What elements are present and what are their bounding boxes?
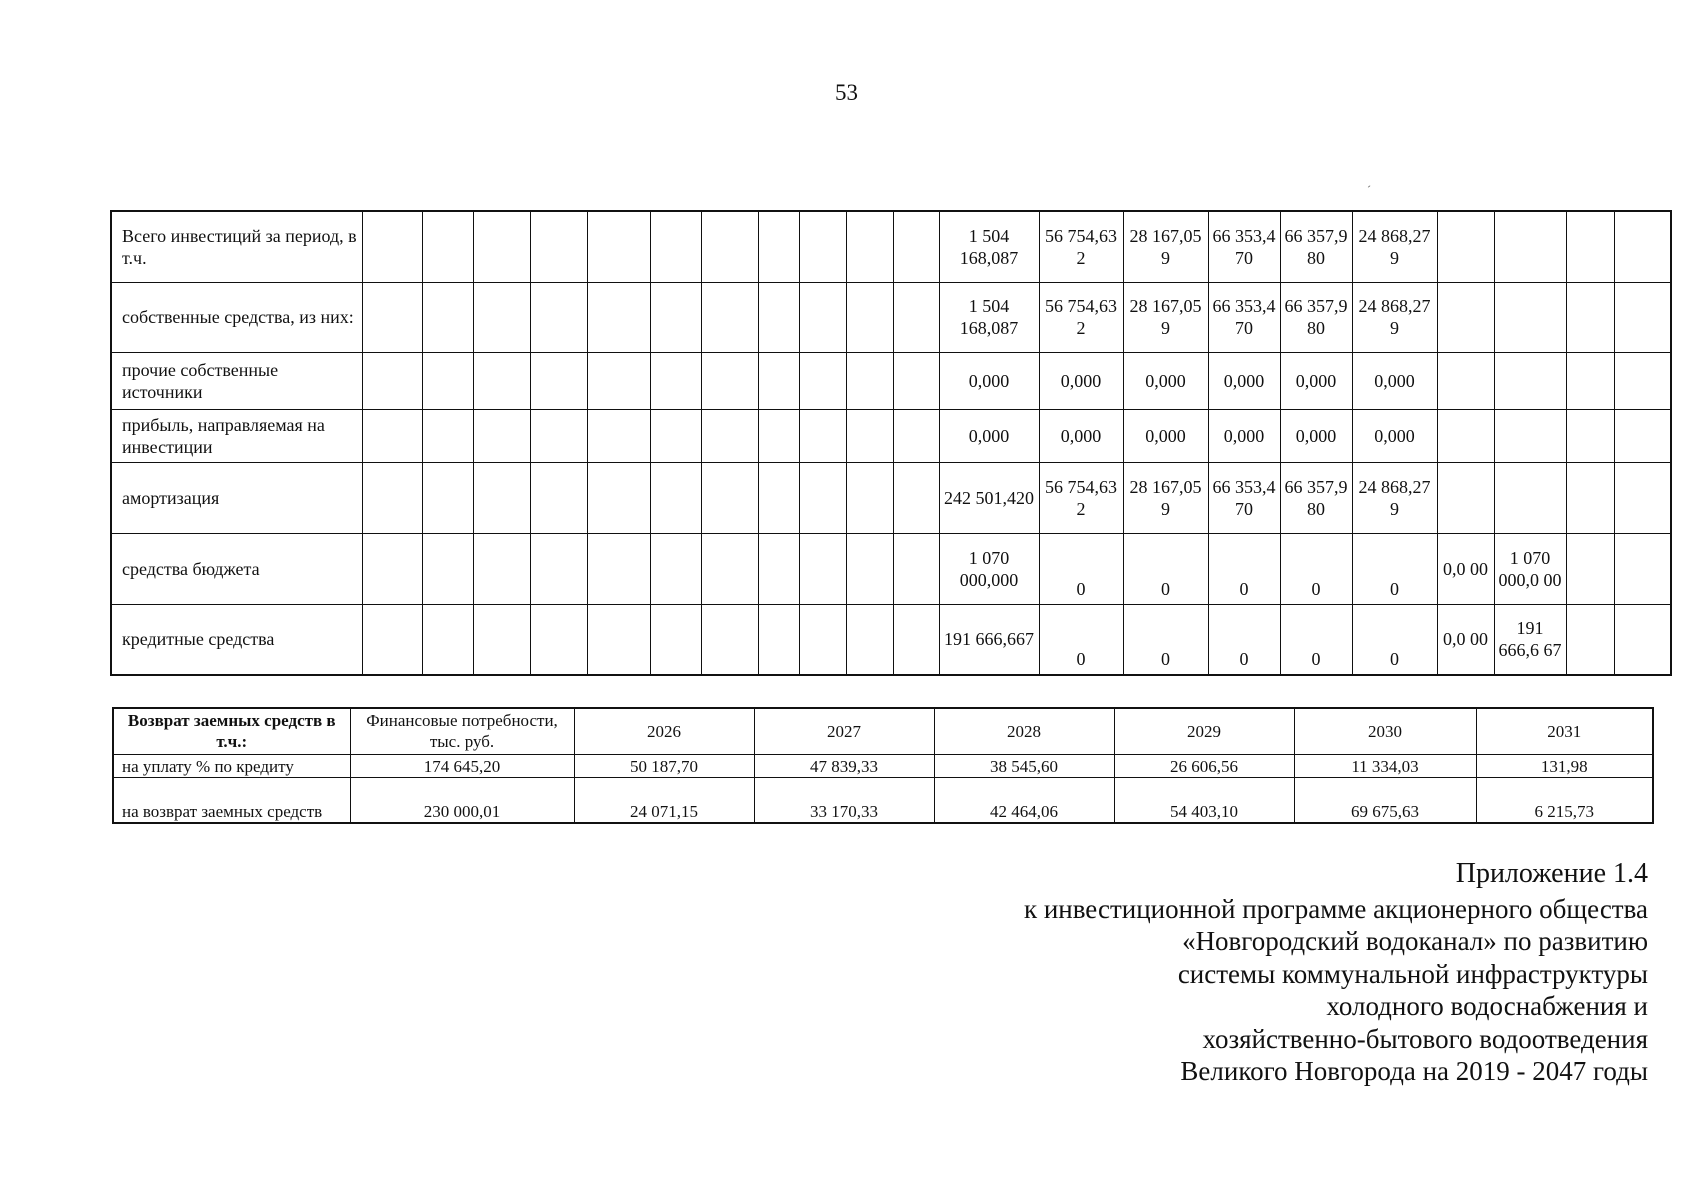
- loan-header-row: [113, 708, 1653, 754]
- empty-cell: [846, 282, 893, 352]
- year-2027: 2027: [754, 708, 934, 754]
- empty-cell: [422, 462, 473, 533]
- empty-cell: [473, 462, 530, 533]
- year-2029: 2029: [1114, 708, 1294, 754]
- investment-extra-cell: [1494, 462, 1566, 533]
- empty-cell: [799, 352, 846, 409]
- empty-cell: [893, 211, 939, 282]
- investment-total-cell: 0,000: [939, 352, 1039, 409]
- empty-cell: [701, 282, 758, 352]
- empty-cell: [799, 409, 846, 462]
- loan-header-label: Возврат заемных средств в т.ч.:: [113, 708, 350, 754]
- investment-value-cell: 66 353,4 70: [1208, 462, 1280, 533]
- investment-row: [111, 282, 1671, 352]
- investment-extra-cell: [1494, 352, 1566, 409]
- investment-value-cell: 56 754,63 2: [1039, 282, 1123, 352]
- empty-cell: [473, 282, 530, 352]
- investment-value-cell: 0,000: [1280, 409, 1352, 462]
- investment-value-cell: 0,000: [1123, 352, 1208, 409]
- empty-cell: [587, 211, 650, 282]
- investment-row: [111, 409, 1671, 462]
- empty-cell: [422, 282, 473, 352]
- empty-cell: [1566, 604, 1614, 675]
- empty-cell: [422, 352, 473, 409]
- empty-cell: [362, 533, 422, 604]
- empty-cell: [846, 462, 893, 533]
- empty-cell: [846, 409, 893, 462]
- investment-value-cell: 0: [1123, 533, 1208, 604]
- investment-row-label: прибыль, направляемая на инвестиции: [111, 409, 362, 462]
- investment-value-cell: 0,000: [1039, 352, 1123, 409]
- empty-cell: [846, 533, 893, 604]
- empty-cell: [1614, 533, 1671, 604]
- loan-header-needs: Финансовые потребности, тыс. руб.: [350, 708, 574, 754]
- empty-cell: [473, 409, 530, 462]
- year-2026: 2026: [574, 708, 754, 754]
- empty-cell: [650, 409, 701, 462]
- investment-total-cell: 1 504 168,087: [939, 211, 1039, 282]
- empty-cell: [587, 533, 650, 604]
- investment-value-cell: 0,000: [1352, 409, 1437, 462]
- scan-speck: ´: [1367, 183, 1371, 197]
- investment-value-cell: 0: [1280, 533, 1352, 604]
- empty-cell: [1614, 462, 1671, 533]
- investment-row: [111, 533, 1671, 604]
- loan-cell: 42 464,06: [934, 777, 1114, 823]
- empty-cell: [587, 282, 650, 352]
- loan-row-needs: 230 000,01: [350, 777, 574, 823]
- empty-cell: [650, 211, 701, 282]
- appendix-line: хозяйственно-бытового водоотведения: [1202, 1023, 1648, 1054]
- investments-table: [110, 210, 1672, 676]
- investment-extra-cell: [1437, 409, 1494, 462]
- empty-cell: [893, 462, 939, 533]
- empty-cell: [701, 462, 758, 533]
- investment-value-cell: 66 357,9 80: [1280, 211, 1352, 282]
- empty-cell: [530, 604, 587, 675]
- empty-cell: [473, 211, 530, 282]
- loan-cell: 6 215,73: [1476, 777, 1653, 823]
- empty-cell: [893, 282, 939, 352]
- appendix-caption: [748, 858, 1648, 1088]
- empty-cell: [473, 604, 530, 675]
- loan-cell: 50 187,70: [574, 754, 754, 777]
- empty-cell: [422, 409, 473, 462]
- appendix-line: холодного водоснабжения и: [1326, 991, 1648, 1021]
- investment-total-cell: 0,000: [939, 409, 1039, 462]
- loan-return-table: [112, 707, 1654, 824]
- loan-row-label: на уплату % по кредиту: [113, 754, 350, 777]
- loan-row-label: на возврат заемных средств: [113, 777, 350, 823]
- empty-cell: [1614, 211, 1671, 282]
- investment-value-cell: 0,000: [1280, 352, 1352, 409]
- empty-cell: [587, 409, 650, 462]
- investment-row: [111, 462, 1671, 533]
- empty-cell: [1614, 352, 1671, 409]
- loan-cell: 11 334,03: [1294, 754, 1476, 777]
- empty-cell: [587, 462, 650, 533]
- investment-value-cell: 0: [1208, 604, 1280, 675]
- empty-cell: [799, 533, 846, 604]
- empty-cell: [473, 352, 530, 409]
- investment-value-cell: 66 353,4 70: [1208, 282, 1280, 352]
- year-2031: 2031: [1476, 708, 1653, 754]
- empty-cell: [362, 211, 422, 282]
- investment-extra-cell: 1 070 000,0 00: [1494, 533, 1566, 604]
- loan-cell: 24 071,15: [574, 777, 754, 823]
- empty-cell: [701, 211, 758, 282]
- investment-value-cell: 56 754,63 2: [1039, 211, 1123, 282]
- loan-cell: 38 545,60: [934, 754, 1114, 777]
- investment-value-cell: 66 353,4 70: [1208, 211, 1280, 282]
- empty-cell: [701, 604, 758, 675]
- loan-row-principal: [113, 777, 1653, 823]
- investment-extra-cell: [1494, 211, 1566, 282]
- investment-extra-cell: 0,0 00: [1437, 604, 1494, 675]
- investment-extra-cell: [1437, 282, 1494, 352]
- loan-cell: 47 839,33: [754, 754, 934, 777]
- empty-cell: [650, 352, 701, 409]
- investment-value-cell: 0,000: [1352, 352, 1437, 409]
- empty-cell: [1614, 604, 1671, 675]
- empty-cell: [362, 604, 422, 675]
- empty-cell: [530, 282, 587, 352]
- empty-cell: [799, 211, 846, 282]
- investment-row: [111, 604, 1671, 675]
- empty-cell: [587, 604, 650, 675]
- investment-extra-cell: [1494, 409, 1566, 462]
- empty-cell: [1566, 533, 1614, 604]
- investment-value-cell: 0,000: [1208, 409, 1280, 462]
- empty-cell: [1566, 462, 1614, 533]
- investment-extra-cell: 191 666,6 67: [1494, 604, 1566, 675]
- empty-cell: [1566, 282, 1614, 352]
- loan-cell: 26 606,56: [1114, 754, 1294, 777]
- empty-cell: [530, 352, 587, 409]
- empty-cell: [473, 533, 530, 604]
- investment-value-cell: 0: [1039, 533, 1123, 604]
- investment-value-cell: 28 167,05 9: [1123, 282, 1208, 352]
- loan-row-interest: [113, 754, 1653, 777]
- empty-cell: [758, 352, 799, 409]
- empty-cell: [362, 462, 422, 533]
- empty-cell: [530, 533, 587, 604]
- empty-cell: [893, 352, 939, 409]
- investment-value-cell: 0,000: [1039, 409, 1123, 462]
- empty-cell: [799, 462, 846, 533]
- empty-cell: [758, 409, 799, 462]
- empty-cell: [1566, 409, 1614, 462]
- appendix-line: системы коммунальной инфраструктуры: [1177, 958, 1648, 989]
- empty-cell: [758, 533, 799, 604]
- investment-extra-cell: 0,0 00: [1437, 533, 1494, 604]
- investment-value-cell: 0: [1280, 604, 1352, 675]
- investment-row-label: Всего инвестиций за период, в т.ч.: [111, 211, 362, 282]
- empty-cell: [587, 352, 650, 409]
- investment-extra-cell: [1437, 211, 1494, 282]
- investment-row-label: собственные средства, из них:: [111, 282, 362, 352]
- investment-value-cell: 56 754,63 2: [1039, 462, 1123, 533]
- empty-cell: [530, 409, 587, 462]
- investment-value-cell: 28 167,05 9: [1123, 211, 1208, 282]
- appendix-line: к инвестиционной программе акционерного общества: [1023, 893, 1648, 924]
- investment-row-label: средства бюджета: [111, 533, 362, 604]
- empty-cell: [650, 282, 701, 352]
- investment-row: [111, 352, 1671, 409]
- appendix-title: Приложение 1.4: [1455, 858, 1648, 889]
- investment-value-cell: 66 357,9 80: [1280, 282, 1352, 352]
- investment-total-cell: 242 501,420: [939, 462, 1039, 533]
- investment-extra-cell: [1437, 352, 1494, 409]
- loan-cell: 54 403,10: [1114, 777, 1294, 823]
- loan-cell: 131,98: [1476, 754, 1653, 777]
- empty-cell: [893, 533, 939, 604]
- loan-row-needs: 174 645,20: [350, 754, 574, 777]
- loan-cell: 33 170,33: [754, 777, 934, 823]
- empty-cell: [530, 211, 587, 282]
- investment-value-cell: 28 167,05 9: [1123, 462, 1208, 533]
- empty-cell: [758, 211, 799, 282]
- empty-cell: [422, 604, 473, 675]
- investment-row-label: амортизация: [111, 462, 362, 533]
- empty-cell: [362, 409, 422, 462]
- investment-total-cell: 1 504 168,087: [939, 282, 1039, 352]
- loan-cell: 69 675,63: [1294, 777, 1476, 823]
- investment-value-cell: 0: [1123, 604, 1208, 675]
- empty-cell: [799, 282, 846, 352]
- investment-value-cell: 0,000: [1208, 352, 1280, 409]
- investment-value-cell: 66 357,9 80: [1280, 462, 1352, 533]
- empty-cell: [893, 409, 939, 462]
- empty-cell: [362, 282, 422, 352]
- appendix-line: Великого Новгорода на 2019 - 2047 годы: [1180, 1056, 1648, 1086]
- empty-cell: [650, 604, 701, 675]
- investment-extra-cell: [1437, 462, 1494, 533]
- empty-cell: [758, 604, 799, 675]
- investment-value-cell: 0: [1352, 533, 1437, 604]
- investment-value-cell: 0: [1208, 533, 1280, 604]
- investment-value-cell: 0: [1039, 604, 1123, 675]
- empty-cell: [422, 211, 473, 282]
- investment-value-cell: 24 868,27 9: [1352, 462, 1437, 533]
- investment-value-cell: 24 868,27 9: [1352, 282, 1437, 352]
- year-2028: 2028: [934, 708, 1114, 754]
- empty-cell: [758, 282, 799, 352]
- empty-cell: [1614, 282, 1671, 352]
- investment-total-cell: 191 666,667: [939, 604, 1039, 675]
- empty-cell: [1614, 409, 1671, 462]
- investment-row: [111, 211, 1671, 282]
- empty-cell: [650, 462, 701, 533]
- empty-cell: [846, 352, 893, 409]
- investment-extra-cell: [1494, 282, 1566, 352]
- investment-value-cell: 0: [1352, 604, 1437, 675]
- investment-row-label: кредитные средства: [111, 604, 362, 675]
- empty-cell: [1566, 352, 1614, 409]
- appendix-line: «Новгородский водоканал» по развитию: [1182, 926, 1648, 956]
- empty-cell: [758, 462, 799, 533]
- page-number: 53: [835, 80, 858, 105]
- empty-cell: [701, 533, 758, 604]
- investment-value-cell: 24 868,27 9: [1352, 211, 1437, 282]
- empty-cell: [650, 533, 701, 604]
- investment-total-cell: 1 070 000,000: [939, 533, 1039, 604]
- investment-value-cell: 0,000: [1123, 409, 1208, 462]
- empty-cell: [422, 533, 473, 604]
- year-2030: 2030: [1294, 708, 1476, 754]
- empty-cell: [799, 604, 846, 675]
- empty-cell: [362, 352, 422, 409]
- empty-cell: [701, 352, 758, 409]
- empty-cell: [846, 604, 893, 675]
- empty-cell: [846, 211, 893, 282]
- empty-cell: [1566, 211, 1614, 282]
- empty-cell: [893, 604, 939, 675]
- investment-row-label: прочие собственные источники: [111, 352, 362, 409]
- empty-cell: [530, 462, 587, 533]
- empty-cell: [701, 409, 758, 462]
